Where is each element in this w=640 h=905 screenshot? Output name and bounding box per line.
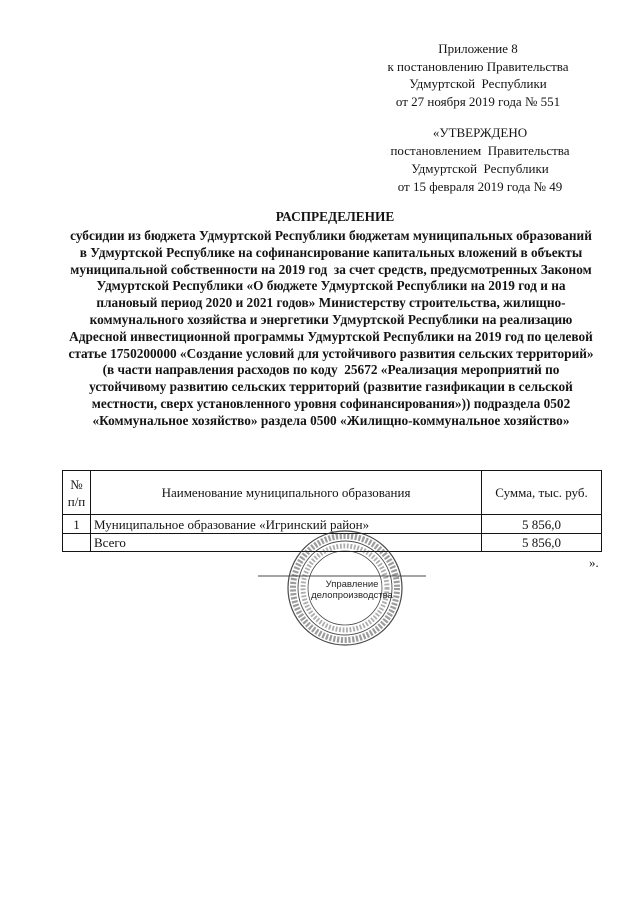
seal-inner-lettering: [303, 546, 387, 630]
approval-line: постановлением Правительства: [390, 143, 570, 158]
subtitle-line: (в части направления расходов по коду 25672 «Реализация мероприятий по: [102, 362, 560, 378]
subtitle-line: Удмуртской Республики «О бюджете Удмуртской Республики на 2019 год и на: [96, 278, 566, 294]
appendix-header: [350, 40, 606, 111]
header-number-abbr: п/п: [67, 493, 86, 509]
approval-line: от 15 февраля 2019 года № 49: [397, 179, 563, 194]
approval-line: «УТВЕРЖДЕНО: [432, 125, 528, 140]
distribution-table: [62, 470, 602, 552]
subtitle-line: в Удмуртской Республике на софинансирование капитальных вложений в объекты: [79, 244, 583, 260]
subtitle-line: «Коммунальное хозяйство» раздела 0500 «Жилищно-коммунальное хозяйство»: [92, 412, 570, 428]
document-title: РАСПРЕДЕЛЕНИЕ: [275, 209, 395, 224]
header-number-sign: №: [70, 476, 83, 492]
document-subtitle: [31, 228, 631, 430]
row-municipality: Муниципальное образование «Игринский район»: [91, 515, 482, 534]
subtitle-line: муниципальной собственности на 2019 год за счет средств, предусмотренных Законом: [70, 261, 592, 277]
subtitle-line: устойчивому развитию сельских территорий (развитие газификации в сельской: [89, 379, 573, 395]
appendix-line: от 27 ноября 2019 года № 551: [395, 94, 561, 110]
header-amount: Сумма, тыс. руб.: [482, 471, 602, 515]
subtitle-line: местности, сверх установленного уровня софинансирования»)) подраздела 0502: [91, 395, 571, 411]
table-header-row: [63, 471, 602, 515]
header-number: [63, 471, 91, 515]
approval-header: [352, 124, 608, 196]
table-row-total: [63, 534, 602, 552]
subtitle-line: плановый период 2020 и 2021 годов» Министерству строительства, жилищно-: [96, 295, 566, 311]
closing-quote: ».: [589, 555, 599, 570]
seal-label-line2: делопроизводства: [311, 590, 393, 601]
row-number: [63, 534, 91, 552]
table-row: [63, 515, 602, 534]
subtitle-line: коммунального хозяйства и энергетики Удмуртской Республики на реализацию: [89, 311, 573, 327]
row-total-label: Всего: [91, 534, 482, 552]
header-municipality: Наименование муниципального образования: [91, 471, 482, 515]
row-amount: 5 856,0: [482, 515, 602, 534]
appendix-line: Приложение 8: [438, 41, 518, 56]
appendix-line: Удмуртской Республики: [409, 76, 547, 92]
appendix-line: к постановлению Правительства: [387, 58, 569, 74]
seal-label-line1: Управление: [325, 579, 379, 590]
subtitle-line: статье 1750200000 «Создание условий для устойчивого развития сельских территорий»: [68, 345, 594, 361]
seal-middle-ring: [298, 541, 392, 635]
row-number: 1: [63, 515, 91, 534]
seal-inner-ring: [308, 551, 382, 625]
row-total-amount: 5 856,0: [482, 534, 602, 552]
subtitle-line: Адресной инвестиционной программы Удмуртской Республики на 2019 год по целевой: [69, 328, 593, 344]
subtitle-line: субсидии из бюджета Удмуртской Республики бюджетам муниципальных образований: [70, 228, 592, 243]
approval-line: Удмуртской Республики: [411, 161, 549, 176]
